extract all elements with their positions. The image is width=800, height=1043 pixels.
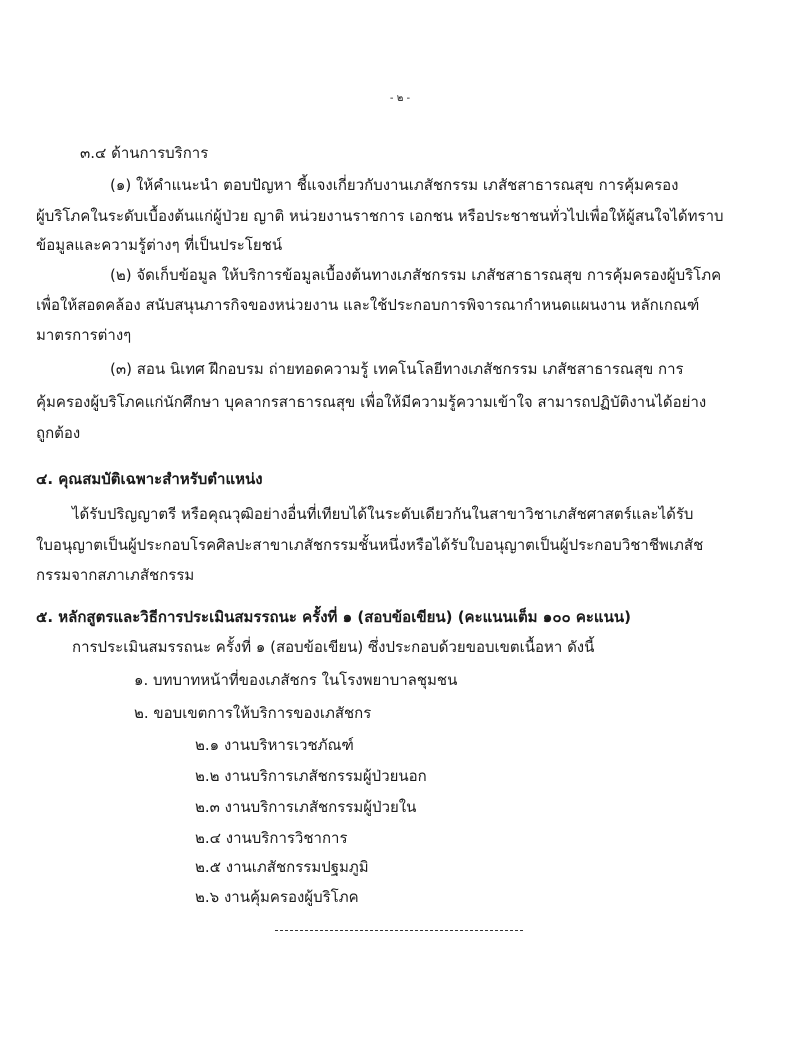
subitem-2-2: ๒.๒ งานบริการเภสัชกรรมผู้ป่วยนอก (195, 767, 427, 785)
item2-line3: มาตรการต่างๆ (36, 326, 132, 344)
subitem-2-4: ๒.๔ งานบริการวิชาการ (195, 829, 348, 847)
item1-line2: ผู้บริโภคในระดับเบื้องต้นแก่ผู้ป่วย ญาติ หน่วยงานราชการ เอกชน หรือประชาชนทั่วไปเพื่อให้ผู้สนใจได้ทราบ (36, 207, 724, 225)
item2-line2: เพื่อให้สอดคล้อง สนับสนุนภารกิจของหน่วยงาน และใช้ประกอบการพิจารณากำหนดแผนงาน หลักเกณฑ์ (36, 296, 700, 314)
item2-line1: (๒) จัดเก็บข้อมูล ให้บริการข้อมูลเบื้องต้นทางเภสัชกรรม เภสัชสาธารณสุข การคุ้มครองผู้บริโภค (110, 266, 722, 284)
subitem-2-3: ๒.๓ งานบริการเภสัชกรรมผู้ป่วยใน (195, 798, 417, 816)
item1-line1: (๑) ให้คำแนะนำ ตอบปัญหา ชี้แจงเกี่ยวกับงานเภสัชกรรม เภสัชสาธารณสุข การคุ้มครอง (110, 176, 679, 194)
section-4-line3: กรรมจากสภาเภสัชกรรม (36, 566, 195, 584)
section-4-line2: ใบอนุญาตเป็นผู้ประกอบโรคศิลปะสาขาเภสัชกรรมชั้นหนึ่งหรือได้รับใบอนุญาตเป็นผู้ประกอบวิชาชีพเภสัช (36, 536, 704, 554)
end-divider (275, 930, 523, 931)
item3-line2: คุ้มครองผู้บริโภคแก่นักศึกษา บุคลากรสาธารณสุข เพื่อให้มีความรู้ความเข้าใจ สามารถปฏิบัติงานได้อย่าง (36, 393, 707, 411)
section-5-item-2: ๒. ขอบเขตการให้บริการของเภสัชกร (134, 704, 372, 722)
subitem-2-5: ๒.๕ งานเภสัชกรรมปฐมภูมิ (195, 858, 369, 876)
item1-line3: ข้อมูลและความรู้ต่างๆ ที่เป็นประโยชน์ (36, 236, 283, 254)
section-4-heading: ๔. คุณสมบัติเฉพาะสำหรับตำแหน่ง (36, 470, 263, 488)
subitem-2-6: ๒.๖ งานคุ้มครองผู้บริโภค (195, 888, 359, 906)
section-5-item-1: ๑. บทบาทหน้าที่ของเภสัชกร ในโรงพยาบาลชุมชน (134, 671, 458, 689)
section-5-intro: การประเมินสมรรถนะ ครั้งที่ ๑ (สอบข้อเขียน) ซึ่งประกอบด้วยขอบเขตเนื้อหา ดังนี้ (72, 638, 595, 656)
section-4-line1: ได้รับปริญญาตรี หรือคุณวุฒิอย่างอื่นที่เทียบได้ในระดับเดียวกันในสาขาวิชาเภสัชศาสตร์และได้รับ (72, 505, 694, 523)
item3-line1: (๓) สอน นิเทศ ฝึกอบรม ถ่ายทอดความรู้ เทคโนโลยีทางเภสัชกรรม เภสัชสาธารณสุข การ (110, 360, 684, 378)
page-number: - ๒ - (389, 93, 411, 104)
section-5-heading: ๕. หลักสูตรและวิธีการประเมินสมรรถนะ ครั้งที่ ๑ (สอบข้อเขียน) (คะแนนเต็ม ๑๐๐ คะแนน) (36, 608, 631, 626)
section-3-4-heading: ๓.๔ ด้านการบริการ (80, 144, 209, 162)
item3-line3: ถูกต้อง (36, 424, 81, 442)
subitem-2-1: ๒.๑ งานบริหารเวชภัณฑ์ (195, 736, 354, 754)
